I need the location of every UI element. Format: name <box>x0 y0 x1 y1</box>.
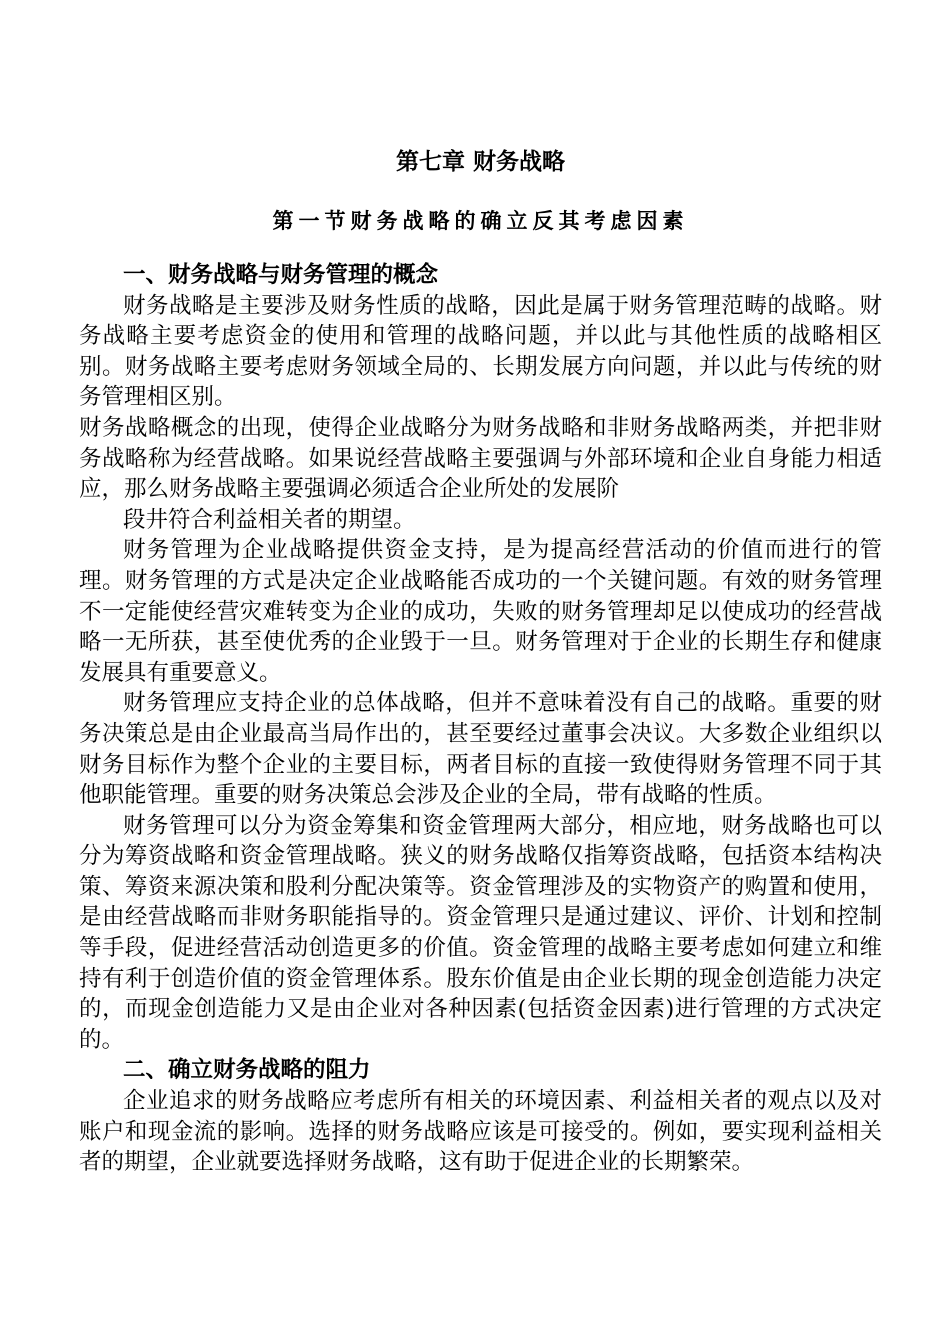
heading-concepts: 一、财务战略与财务管理的概念 <box>123 262 439 288</box>
paragraph: 财务管理可以分为资金筹集和资金管理两大部分，相应地，财务战略也可以分为筹资战略和资金管理战略。狭义的财务战略仅指筹资战略，包括资本结构决策、筹资来源决策和股利分配决策等。资金管理涉及的实物资产的购置和使用，是由经营战略而非财务职能指导的。资金管理只是通过建议、评价、计划和控制等手段，促进经营活动创造更多的价值。资金管理的战略主要考虑如何建立和维持有利于创造价值的资金管理体系。股东价值是由企业长期的现金创造能力决定的，而现金创造能力又是由企业对各种因素(包括资金因素)进行管理的方式决定的。 <box>79 812 882 1053</box>
paragraph: 财务管理为企业战略提供资金支持，是为提高经营活动的价值而进行的管理。财务管理的方式是决定企业战略能否成功的一个关键问题。有效的财务管理不一定能使经营灾难转变为企业的成功，失败的财务管理却足以使成功的经营战略一无所获，甚至使优秀的企业毁于一旦。财务管理对于企业的长期生存和健康发展具有重要意义。 <box>79 537 882 686</box>
paragraph: 财务管理应支持企业的总体战略，但并不意味着没有自己的战略。重要的财务决策总是由企业最高当局作出的，甚至要经过董事会决议。大多数企业组织以财务目标作为整个企业的主要目标，两者目标的直接一致使得财务管理不同于其他职能管理。重要的财务决策总会涉及企业的全局，带有战略的性质。 <box>79 690 882 809</box>
paragraph: 企业追求的财务战略应考虑所有相关的环境因素、利益相关者的观点以及对账户和现金流的影响。选择的财务战略应该是可接受的。例如，要实现利益相关者的期望，企业就要选择财务战略，这有助于促进企业的长期繁荣。 <box>79 1088 882 1176</box>
paragraph: 财务战略概念的出现，使得企业战略分为财务战略和非财务战略两类，并把非财务战略称为经营战略。如果说经营战略主要强调与外部环境和企业自身能力相适应，那么财务战略主要强调必须适合企业所处的发展阶 <box>79 414 882 503</box>
chapter-title: 第七章 财务战略 <box>395 148 565 175</box>
section-title: 第一节财务战略的确立反其考虑因素 <box>272 208 689 233</box>
heading-resistance: 二、确立财务战略的阻力 <box>123 1057 371 1084</box>
paragraph: 段井符合利益相关者的期望。 <box>123 506 416 533</box>
paragraph: 财务战略是主要涉及财务性质的战略，因此是属于财务管理范畴的战略。财务战略主要考虑资金的使用和管理的战略问题，并以此与其他性质的战略相区别。财务战略主要考虑财务领域全局的、长期发展方向问题，并以此与传统的财务管理相区别。 <box>79 292 882 411</box>
document-body <box>79 260 882 1178</box>
